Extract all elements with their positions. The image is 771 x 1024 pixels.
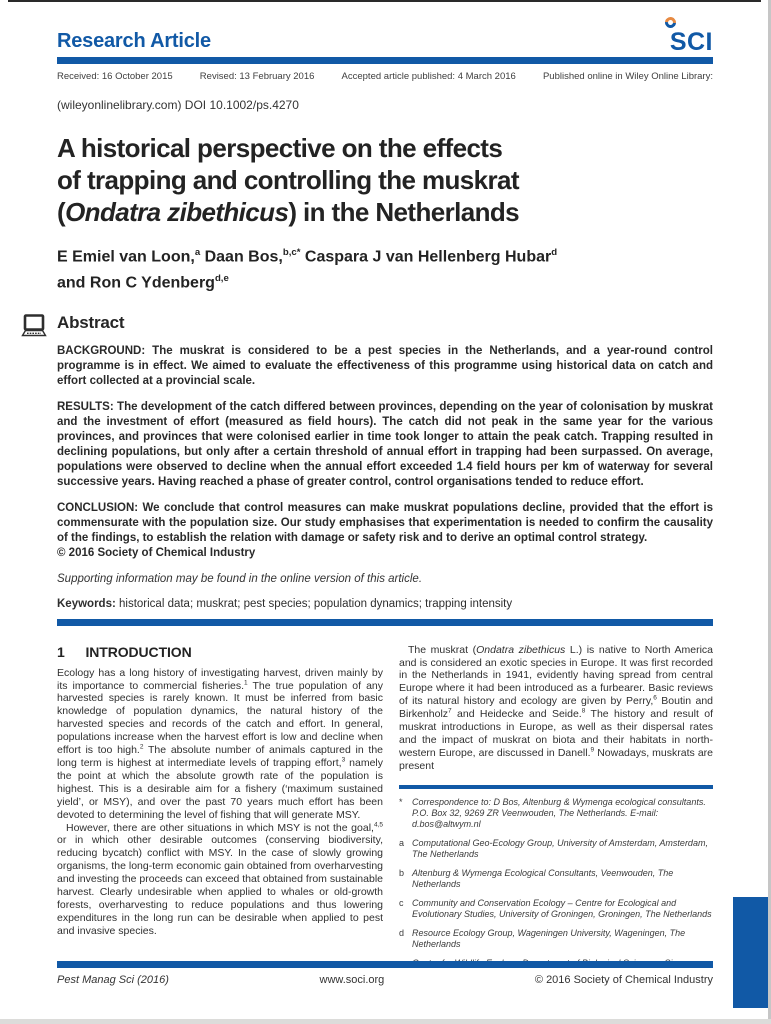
abstract-results-paragraph: RESULTS: The development of the catch differed between provinces, depending on the year of colonisation by muskrat and the investment of effort (measured as field hours). The catch did not peak in the same year for the various provinces, and provinces that were colonised earlier in time took longer to attain the peak catch. Trapping resulted in declining populations, but only after a certain threshold of annual effort in trapping had been surpassed. On average, populations were observed to decline when the annual effort exceeded 1.4 field hours per km of waterway for several successive years. Having reached a phase of greater control, control organisations tended to reduce effort. <box>57 400 713 488</box>
author-line-1: E Emiel van Loon,$^a$ Daan Bos,$^{b,c*}$ Caspara J van Hellenberg Hubar$^d$ <box>57 247 558 266</box>
abstract-conclusion-paragraph: CONCLUSION: We conclude that control measures can make muskrat populations decline, provided that the effort is commensurate with the population size. Our study emphasises that experimentation is needed to confirm the causality of the findings, to establish the relation with damage or safety risk and to derive an optimal control strategy. <box>57 501 713 544</box>
accepted-date: Accepted article published: 4 March 2016 <box>341 71 516 82</box>
affiliation-a <box>399 838 713 860</box>
section-title: INTRODUCTION <box>85 643 192 660</box>
right-column <box>399 644 713 980</box>
affiliation-c <box>399 898 713 920</box>
doi-line: (wileyonlinelibrary.com) DOI 10.1002/ps.4270 <box>57 98 299 112</box>
intro-paragraph-1: Ecology has a long history of investigating harvest, driven mainly by its importance to commercial fisheries.$^1$ The true population of any harvested species is rarely known. It must be inferred from basic knowledge of population dynamics, the natural history of the harvested species and records of the catch and effort. In general, populations increase when the harvest effort is low and decline when effort is too high.$^2$ The absolute number of animals captured in the long term is highest at intermediate levels of trapping effort,$^3$ namely the point at which the absolute growth rate of the population is highest. This is a desirable aim for a fishery (‘maximum sustained yield’, or MSY), and over the past 70 years much effort has been devoted to determining the level of fishing that will generate MSY. <box>57 666 384 821</box>
author-line-2: and Ron C Ydenberg$^{d,e}$ <box>57 273 229 292</box>
title-line-1: A historical perspective on the effects <box>57 133 503 163</box>
header-row <box>57 0 713 56</box>
affiliation-marker: a <box>399 837 405 848</box>
section-divider-rule <box>57 619 713 626</box>
correspondence-note <box>399 797 713 830</box>
affiliation-text: Community and Conservation Ecology – Centre for Ecological and Evolutionary Studies, University of Groningen, Groningen, The Netherlands <box>412 897 712 919</box>
section-number: 1 <box>57 643 65 660</box>
sci-logo-text: SCI <box>669 28 713 56</box>
intro-paragraph-2: However, there are other situations in which MSY is not the goal,$^{4,5}$ or in which other desirable outcomes (conserving biodiversity, reducing bycatch) conflict with MSY. In the case of slowly growing organisms, the long-term economic gain obtained from overharvesting and investing the proceeds can exceed that obtained from sustainable harvest. Clearly undesirable when applied to whales or old-growth forests, overharvesting to reduce populations and thus lowering expenditures in the long run can be desirable when applied to pest and invasive species. <box>57 821 383 937</box>
dates-row <box>57 71 713 82</box>
abstract-background-paragraph: BACKGROUND: The muskrat is considered to be a pest species in the Netherlands, and a year-round control programme is in effect. We aimed to evaluate the effectiveness of this programme using historical data on catch and effort collected at a provincial scale. <box>57 344 713 387</box>
keywords-line <box>57 598 713 610</box>
journal-citation: Pest Manag Sci (2016) <box>57 974 169 986</box>
sci-logo <box>670 30 713 55</box>
revised-date: Revised: 13 February 2016 <box>199 71 315 82</box>
footer-copyright: © 2016 Society of Chemical Industry <box>534 974 713 986</box>
affiliation-text: Computational Geo-Ecology Group, University of Amsterdam, Amsterdam, The Netherlands <box>412 837 708 859</box>
intro-paragraph-3: The muskrat (Ondatra zibethicus L.) is native to North America and is considered an exotic species in Europe. It was first recorded in the Netherlands in 1941, evidently having spread from central Europe where it had been introduced as a furbearer. Basic reviews of its natural history and ecology are given by Perry,$^6$ Boutin and Birkenholz$^7$ and Heidecke and Seide.$^8$ The history and result of muskrat introductions in Europe, as well as their dispersal rates and the impact of muskrat on biota and their habitats in north-western Europe, are discussed in Danell.$^9$ Nowadays, muskrats are present <box>399 643 713 772</box>
received-date: Received: 16 October 2015 <box>57 71 173 82</box>
page-header <box>57 0 713 112</box>
keywords-label: Keywords: <box>57 597 116 610</box>
title-line-2: of trapping and controlling the muskrat <box>57 165 519 195</box>
abstract-heading: Abstract <box>57 312 125 332</box>
title-line-3: (Ondatra zibethicus) in the Netherlands <box>57 197 520 227</box>
article-type-label: Research Article <box>57 30 211 52</box>
article-title <box>57 132 713 228</box>
affiliation-marker: c <box>399 897 404 908</box>
published-online-note: Published online in Wiley Online Library: <box>542 71 713 82</box>
society-website: www.soci.org <box>319 974 385 986</box>
keywords-list: historical data; muskrat; pest species; population dynamics; trapping intensity <box>115 597 513 610</box>
footnote-rule <box>399 785 713 789</box>
footer-rule <box>57 961 713 968</box>
scan-edge-bottom <box>0 1019 771 1024</box>
header-rule <box>57 57 713 64</box>
scan-edge-top <box>8 0 761 2</box>
affiliation-text: Resource Ecology Group, Wageningen University, Wageningen, The Netherlands <box>412 927 686 949</box>
footer-row <box>57 974 713 986</box>
introduction-heading <box>57 644 383 660</box>
correspondence-text: Correspondence to: D Bos, Altenburg & Wymenga ecological consultants. P.O. Box 32, 9269 ZR Veenwouden, The Netherlands. E-mail: d.bos@altwym.nl <box>412 796 706 829</box>
author-list <box>57 242 713 295</box>
affiliation-marker: d <box>399 927 405 938</box>
correspondence-marker: * <box>399 796 403 807</box>
page-footer <box>57 961 713 986</box>
abstract-section <box>57 313 713 610</box>
supporting-information-note: Supporting information may be found in the online version of this article. <box>57 572 423 585</box>
affiliation-b <box>399 868 713 890</box>
page-edge-tab <box>733 897 768 1008</box>
article-body <box>57 644 713 980</box>
left-column <box>57 644 383 980</box>
affiliation-text: Altenburg & Wymenga Ecological Consultants, Veenwouden, The Netherlands <box>412 867 674 889</box>
abstract-copyright: © 2016 Society of Chemical Industry <box>57 546 256 559</box>
affiliation-marker: b <box>399 867 405 878</box>
affiliation-d <box>399 928 713 950</box>
laptop-icon <box>19 314 49 344</box>
